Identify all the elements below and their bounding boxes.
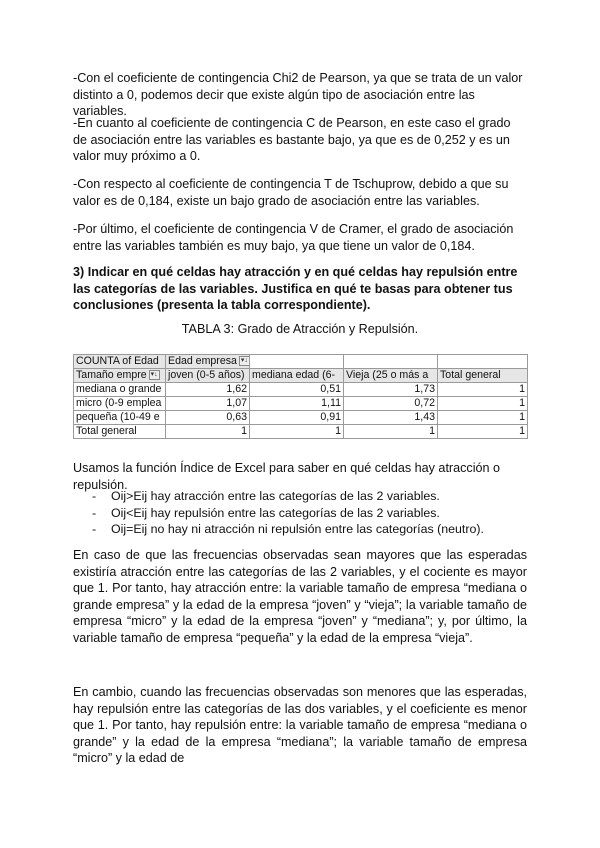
table-cell: 1,07	[166, 397, 250, 411]
table-cell: 1,73	[344, 383, 438, 397]
dropdown-arrow-icon[interactable]: ▾↓	[150, 371, 158, 379]
paragraph-chi2: -Con el coeficiente de contingencia Chi2 de Pearson, ya que se trata de un valor distinto a 0, podemos decir que existe algún tipo de asociación entre las variables.	[73, 71, 523, 118]
list-item: - Oij<Eij hay repulsión entre las categorías de las 2 variables.	[92, 505, 532, 522]
question-heading: 3) Indicar en qué celdas hay atracción y en qué celdas hay repulsión entre las categorías de las variables. Justifica en qué te basas para obtener tus conclusiones (presenta la tabla correspondiente).	[73, 265, 518, 312]
table-cell: 0,51	[250, 383, 344, 397]
table-cell: 1,62	[166, 383, 250, 397]
table-total-row	[74, 425, 528, 439]
paragraph-v-cramer: -Por último, el coeficiente de contingencia V de Cramer, el grado de asociación entre las variables también es muy bajo, ya que tiene un valor de 0,184.	[73, 222, 514, 253]
table-cell: 0,63	[166, 411, 250, 425]
dropdown-arrow-icon[interactable]: ▾↓	[240, 357, 248, 365]
table-cell: 1	[438, 425, 528, 439]
table-row	[74, 383, 528, 397]
table-cell: 1	[250, 425, 344, 439]
pivot-table	[73, 354, 528, 439]
column-field-label: Edad empresa	[168, 355, 237, 367]
table-cell: 0,91	[250, 411, 344, 425]
row-label: mediana o grande	[74, 383, 166, 397]
table-cell: 1,43	[344, 411, 438, 425]
table-row	[74, 411, 528, 425]
pivot-columns-row	[74, 369, 528, 383]
table-caption: TABLA 3: Grado de Atracción y Repulsión.	[181, 322, 419, 336]
column-header: Vieja (25 o más a	[344, 369, 438, 383]
table-cell: 1	[438, 411, 528, 425]
table-cell: 1	[166, 425, 250, 439]
list-item: - Oij=Eij no hay ni atracción ni repulsión entre las categorías (neutro).	[92, 521, 532, 538]
row-label: micro (0-9 emplea	[74, 397, 166, 411]
table-cell: 1	[438, 397, 528, 411]
paragraph-c-pearson: -En cuanto al coeficiente de contingencia C de Pearson, en este caso el grado de asociación entre las variables es bastante bajo, ya que es de 0,252 y es un valor muy próximo a 0.	[73, 116, 511, 163]
table-cell: 1,11	[250, 397, 344, 411]
list-item: - Oij>Eij hay atracción entre las categorías de las 2 variables.	[92, 488, 532, 505]
table-cell: 1	[438, 383, 528, 397]
column-header: joven (0-5 años)	[166, 369, 250, 383]
paragraph-t-tschuprow: -Con respecto al coeficiente de contingencia T de Tschuprow, debido a que su valor es de 0,184, existe un bajo grado de asociación entre las variables.	[73, 177, 509, 208]
column-header: mediana edad (6-	[250, 369, 344, 383]
table-row	[74, 397, 528, 411]
row-label: pequeña (10-49 e	[74, 411, 166, 425]
table-cell: 1	[344, 425, 438, 439]
row-field-filter[interactable]	[74, 369, 166, 383]
paragraph-intro: Usamos la función Índice de Excel para saber en qué celdas hay atracción o repulsión.	[73, 461, 501, 492]
pivot-label: COUNTA of Edad	[74, 355, 166, 369]
column-field-filter[interactable]	[166, 355, 250, 369]
criteria-list	[92, 488, 532, 538]
row-field-label: Tamaño empre	[76, 369, 147, 381]
paragraph-repulsion: En cambio, cuando las frecuencias observadas son menores que las esperadas, hay repulsión entre las categorías de las dos variables, y el coeficiente es menor que 1. Por tanto, hay repulsión entre: la variable tamaño de empresa “mediana o grande” y la edad de la empresa “mediana”; la variable tamaño de empresa “micro” y la edad de	[73, 685, 527, 765]
pivot-header-row	[74, 355, 528, 369]
table-cell: 0,72	[344, 397, 438, 411]
row-label: Total general	[74, 425, 166, 439]
column-header: Total general	[438, 369, 528, 383]
paragraph-attraction: En caso de que las frecuencias observadas sean mayores que las esperadas existiría atracción entre las categorías de las 2 variables, y el cociente es mayor que 1. Por tanto, hay atracción entre: la variable tamaño de empresa “mediana o grande empresa” y la edad de la empresa “joven” y “vieja”; la variable tamaño de empresa “micro” y la edad de la empresa “joven” y “mediana”; y, por último, la variable tamaño de empresa “pequeña” y la edad de la empresa “vieja”.	[73, 548, 527, 645]
